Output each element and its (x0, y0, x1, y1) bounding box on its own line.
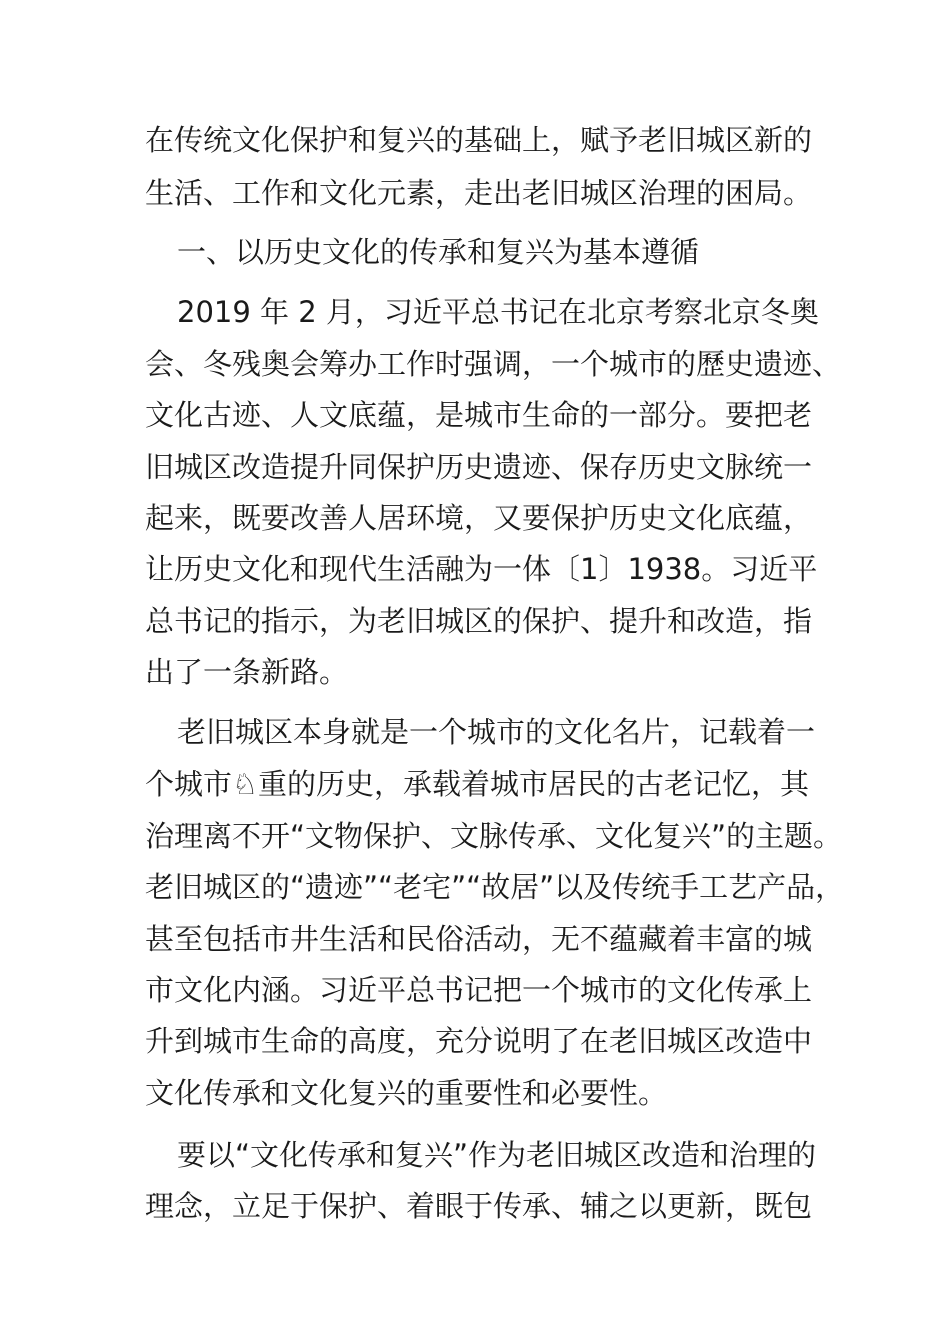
text-line-20: 要以“文化传承和复兴”作为老旧城区改造和治理的 (177, 1138, 817, 1172)
text-line-6: 文化古迹、人文底蕴，是城市生命的一部分。要把老 (145, 398, 813, 432)
text-line-17: 市文化内涵。习近平总书记把一个城市的文化传承上 (145, 973, 813, 1007)
section-heading: 一、以历史文化的传承和复兴为基本遵循 (177, 235, 700, 269)
text-line-16: 甚至包括市井生活和民俗活动，无不蕴藏着丰富的城 (145, 922, 813, 956)
text-line-5: 会、冬残奥会筹办工作时强调，一个城市的歷史遗迹、 (145, 347, 842, 381)
text-line-8: 起来，既要改善人居环境，又要保护历史文化底蕴， (145, 501, 813, 535)
text-line-11: 出了一条新路。 (145, 655, 349, 689)
text-line-9: 让历史文化和现代生活融为一体〔1〕1938。习近平 (145, 552, 818, 586)
text-line-10: 总书记的指示，为老旧城区的保护、提升和改造，指 (145, 604, 813, 638)
text-line-4: 2019 年 2 月，习近平总书记在北京考察北京冬奥 (177, 295, 819, 329)
text-line-2: 生活、工作和文化元素，走出老旧城区治理的困局。 (145, 176, 813, 210)
text-line-19: 文化传承和文化复兴的重要性和必要性。 (145, 1076, 668, 1110)
text-line-21: 理念，立足于保护、着眼于传承、辅之以更新，既包 (145, 1189, 813, 1223)
text-line-13: 个城市♘重的历史，承载着城市居民的古老记忆，其 (145, 767, 809, 801)
text-line-14: 治理离不开“文物保护、文脉传承、文化复兴”的主题。 (145, 819, 843, 853)
text-line-12: 老旧城区本身就是一个城市的文化名片，记载着一 (177, 715, 816, 749)
text-line-7: 旧城区改造提升同保护历史遗迹、保存历史文脉统一 (145, 450, 813, 484)
text-line-15: 老旧城区的“遗迹”“老宅”“故居”以及传统手工艺产品， (145, 870, 845, 904)
text-line-1: 在传统文化保护和复兴的基础上，赋予老旧城区新的 (145, 123, 813, 157)
text-line-18: 升到城市生命的高度，充分说明了在老旧城区改造中 (145, 1024, 813, 1058)
